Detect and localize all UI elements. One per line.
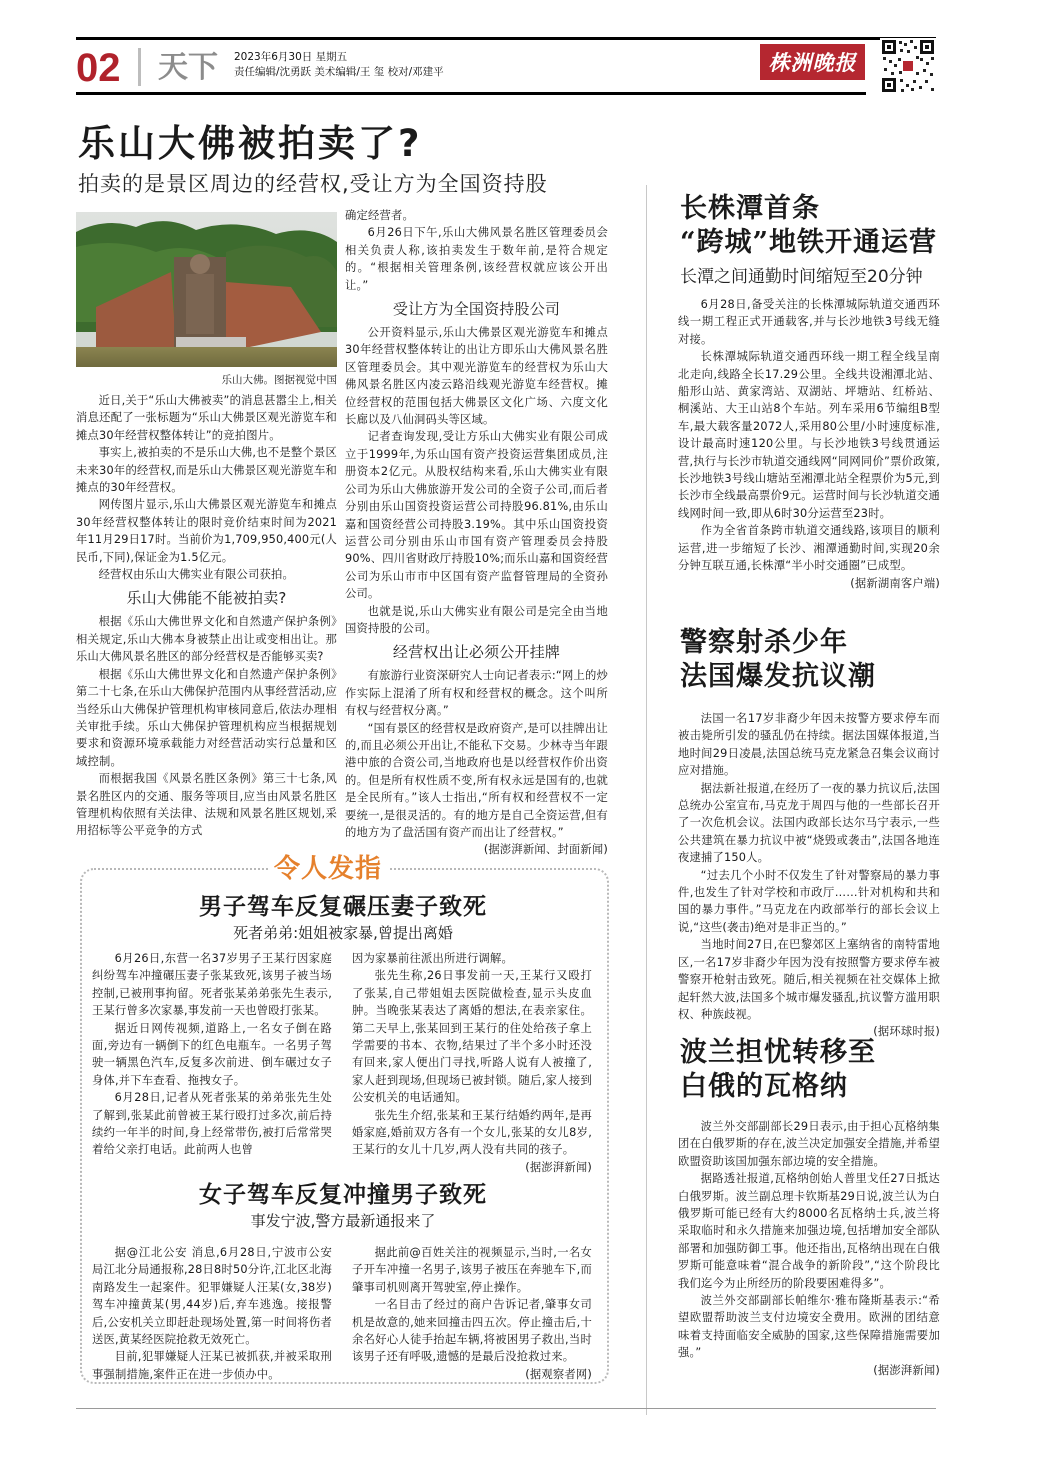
source-credit: (据澎湃新闻、封面新闻) xyxy=(483,843,608,857)
source-credit: (据新湖南客户端) xyxy=(850,576,940,590)
paragraph: 一名目击了经过的商户告诉记者,肇事女司机是故意的,她来回撞击四五次。停止撞击后,十余名好心人徒手抬起车辆,将被困男子救出,当时该男子还有呼吸,遗憾的是最后没抢救过来。 xyxy=(352,1298,592,1364)
metro-body xyxy=(678,296,940,592)
source-credit: (据观察者网) xyxy=(525,1367,592,1381)
paragraph: 长株潭城际轨道交通西环线一期工程全线呈南北走向,线路全长17.29公里。全线共设湘潭北站、船形山站、黄家湾站、双湖站、坪塘站、红桥站、桐溪站、大王山站8个车站。列车采用6节编组B型车,最大载客量2072人,采用80公里/小时速度标准,设计最高时速120公里。与长沙地铁3号线贯通运营,执行与长沙市轨道交通线网“同网同价”票价政策,长沙地铁3号线山塘站至湘潭北站全程票价为5元,到长沙市全线最高票价9元。运营时间与长沙轨道交通线网时间一致,即从6时30分运营至23时。 xyxy=(678,350,940,520)
section-name: 天下 xyxy=(158,50,218,85)
source-credit: (据澎湃新闻) xyxy=(525,1160,592,1174)
header-divider xyxy=(138,48,141,86)
page-number: 02 xyxy=(76,46,121,90)
paragraph: 波兰外交部副部长29日表示,由于担心瓦格纳集团在白俄罗斯的存在,波兰决定加强安全措施,并希望欧盟资助该国加强东部边境的安全措施。 xyxy=(678,1120,940,1168)
paragraph: 波兰外交部副部长帕维尔·雅布隆斯基表示:“希望欧盟帮助波兰支付边境安全费用。欧洲的团结意味着支持面临安全威胁的国家,这些保障措施需要加强。” xyxy=(678,1294,940,1360)
date-line: 2023年6月30日 星期五 xyxy=(234,51,348,63)
paragraph: 作为全省首条跨市轨道交通线路,该项目的顺利运营,进一步缩短了长沙、湘潭通勤时间,实现20余分钟互联互通,长株潭“半小时交通圈”已成型。 xyxy=(678,524,940,573)
paragraph: 也就是说,乐山大佛实业有限公司是完全由当地国资持股的公司。 xyxy=(345,604,608,635)
metro-headline-line1: 长株潭首条 xyxy=(680,193,820,224)
paragraph: 6月26日,东营一名37岁男子王某行因家庭纠纷驾车冲撞碾压妻子张某致死,该男子被当场控制,已被刑事拘留。死者张某弟弟张先生表示,王某行曾多次家暴,事发前一天也曾殴打张某。 xyxy=(92,952,332,1018)
subheading: 经营权出让必须公开挂牌 xyxy=(392,643,561,662)
paragraph: 记者查询发现,受让方乐山大佛实业有限公司成立于1999年,为乐山国有资产投资运营集团成员,注册资本2亿元。从股权结构来看,乐山大佛实业有限公司为乐山大佛旅游开发公司的全资子公司,而后者分别由乐山国资投资运营公司持股96.81%,由乐山嘉和国资经营公司持股3.19%。其中乐山国资投资运营公司分别由乐山市国有资产管理委员会持股90%、四川省财政厅持股10%;而乐山嘉和国资经营公司为乐山市市中区国有资产监督管理局的全资孙公司。 xyxy=(345,430,608,601)
metro-subheadline: 长潭之间通勤时间缩短至20分钟 xyxy=(680,267,923,287)
paragraph: 据近日网传视频,道路上,一名女子倒在路面,旁边有一辆倒下的红色电瓶车。一名男子驾驶一辆黑色汽车,反复多次前进、倒车碾过女子身体,并下车查看、拖拽女子。 xyxy=(92,1021,332,1087)
metro-headline xyxy=(680,192,937,260)
paragraph: 张先生称,26日事发前一天,王某行又殴打了张某,自己带姐姐去医院做检查,显示头皮血肿。当晚张某表达了离婚的想法,在表亲家住。第二天早上,张某回到王某行的住处给孩子拿上学需要的书本、衣物,结果过了半个多小时还没有回来,家人便出门寻找,听路人说有人被撞了,家人赶到现场,但现场已被封锁。随后,家人接到公安机关的电话通知。 xyxy=(352,969,592,1105)
story2-subheadline: 事发宁波,警方最新通报来了 xyxy=(250,1212,436,1230)
column-tag: 令人发指 xyxy=(268,853,388,885)
story1-subheadline: 死者弟弟:姐姐被家暴,曾提出离婚 xyxy=(233,924,453,942)
paragraph: “过去几个小时不仅发生了针对警察局的暴力事件,也发生了针对学校和市政厅……针对机构和共和国的暴力事件。”马克龙在内政部举行的部长会议上说,“这些(袭击)绝对是非正当的。” xyxy=(678,868,940,934)
editors-line: 责任编辑/沈勇跃 美术编辑/王 玺 校对/邓建平 xyxy=(234,66,444,78)
poland-body xyxy=(678,1118,940,1379)
paragraph: 据此前@百姓关注的视频显示,当时,一名女子开车冲撞一名男子,该男子被压在奔驰车下,而肇事司机则离开驾驶室,停止操作。 xyxy=(352,1246,592,1294)
lead-column-1 xyxy=(76,392,337,840)
paragraph: 据@江北公安 消息,6月28日,宁波市公安局江北分局通报称,28日8时50分许,江北区北海南路发生一起案件。犯罪嫌疑人汪某(女,38岁)驾车冲撞黄某(男,44岁)后,弃车逃逸。接报警后,公安机关立即赶赴现场处置,第一时间将伤者送医,黄某经医院抢救无效死亡。 xyxy=(92,1246,332,1347)
paragraph: 法国一名17岁非裔少年因未按警方要求停车而被击毙所引发的骚乱仍在持续。据法国媒体报道,当地时间29日凌晨,法国总统马克龙紧急召集会议商讨应对措施。 xyxy=(678,712,940,778)
photo-caption: 乐山大佛。图据视觉中国 xyxy=(221,374,337,386)
paragraph: 公开资料显示,乐山大佛景区观光游览车和摊点30年经营权整体转让的出让方即乐山大佛风景名胜区管理委员会。其中观光游览车的经营权为乐山大佛风景名胜区内凌云路沿线观光游览车经营权。摊位经营权的范围包括大佛景区文化广场、六度文化长廊以及八仙洞码头等区域。 xyxy=(345,326,608,427)
paragraph: 经营权由乐山大佛实业有限公司获拍。 xyxy=(98,568,295,582)
metro-headline-line2: “跨城”地铁开通运营 xyxy=(680,227,938,258)
story1-column-1 xyxy=(92,950,332,1159)
source-credit: (据澎湃新闻) xyxy=(873,1363,940,1377)
footer-rule xyxy=(76,1408,936,1409)
lead-headline: 乐山大佛被拍卖了? xyxy=(78,122,423,165)
france-headline-line2: 法国爆发抗议潮 xyxy=(680,661,876,692)
paragraph: 6月28日,备受关注的长株潭城际轨道交通西环线一期工程正式开通载客,并与长沙地铁3号线无缝对接。 xyxy=(678,298,940,346)
paragraph: 根据《乐山大佛世界文化和自然遗产保护条例》相关规定,乐山大佛本身被禁止出让或变相出让。那乐山大佛风景名胜区的部分经营权是否能够买卖? xyxy=(76,615,337,664)
france-body xyxy=(678,710,940,1041)
paragraph: 张先生介绍,张某和王某行结婚约两年,是再婚家庭,婚前双方各有一个女儿,张某的女儿8岁,王某行的女儿十几岁,两人没有共同的孩子。 xyxy=(352,1108,592,1157)
paragraph: 6月26日下午,乐山大佛风景名胜区管理委员会相关负责人称,该拍卖发生于数年前,是符合规定的。“根据相关管理条例,该经营权就应该公开出让。” xyxy=(345,226,608,292)
france-headline-line1: 警察射杀少年 xyxy=(680,627,848,658)
paragraph-continuation: 因为家暴前往派出所进行调解。 xyxy=(352,952,513,965)
paragraph: 近日,关于“乐山大佛被卖”的消息甚嚣尘上,相关消息还配了一张标题为“乐山大佛景区观光游览车和摊点30年经营权整体转让”的竞拍图片。 xyxy=(76,394,337,442)
story2-column-2 xyxy=(352,1244,592,1383)
paragraph: 据法新社报道,在经历了一夜的暴力抗议后,法国总统办公室宣布,马克龙于周四与他的一些部长召开了一次危机会议。法国内政部长达尔马宁表示,一些公共建筑在暴力抗议中被“烧毁或袭击”,法国各地连夜逮捕了150人。 xyxy=(678,781,940,865)
story1-column-2 xyxy=(352,950,592,1176)
header-top-rule xyxy=(76,37,936,40)
paragraph: 网传图片显示,乐山大佛景区观光游览车和摊点30年经营权整体转让的限时竞价结束时间为2021年11月29日17时。当前价为1,709,950,400元(人民币,下同),保证金为1.5亿元。 xyxy=(76,498,337,564)
story1-headline: 男子驾车反复碾压妻子致死 xyxy=(199,893,487,920)
paragraph: 有旅游行业资深研究人士向记者表示:“网上的炒作实际上混淆了所有权和经营权的概念。这个叫所有权与经营权分离。” xyxy=(345,669,608,718)
lead-subheadline: 拍卖的是景区周边的经营权,受让方为全国资持股 xyxy=(78,172,548,196)
paragraph-continuation: 确定经营者。 xyxy=(345,209,414,222)
story2-column-1 xyxy=(92,1244,332,1383)
poland-headline xyxy=(680,1036,876,1104)
column-separator xyxy=(646,185,647,1415)
header-meta xyxy=(234,50,444,80)
qr-code-icon xyxy=(880,38,936,94)
france-headline xyxy=(680,626,876,694)
leshan-buddha-photo xyxy=(76,212,337,367)
subheading: 受让方为全国资持股公司 xyxy=(392,300,561,319)
paragraph: “国有景区的经营权是政府资产,是可以挂牌出让的,而且必须公开出让,不能私下交易。少林寺当年跟港中旅的合资公司,当地政府也是以经营权作价出资的。但是所有权性质不变,所有权永远是国有的,也就是全民所有。”该人士指出,“所有权和经营权不一定要统一,是很灵活的。有的地方是自己全资运营,但有的地方为了盘活国有资产而出让了经营权。” xyxy=(345,721,608,839)
lead-column-2 xyxy=(345,207,608,859)
poland-headline-line1: 波兰担忧转移至 xyxy=(680,1037,876,1068)
header-bottom-rule xyxy=(76,92,866,95)
source-credit: (据环球时报) xyxy=(873,1025,940,1039)
paragraph: 根据《乐山大佛世界文化和自然遗产保护条例》第二十七条,在乐山大佛保护范围内从事经营活动,应当经乐山大佛保护管理机构审核同意后,依法办理相关审批手续。乐山大佛保护管理机构应当根据规划要求和资源环境承载能力对经营活动实行总量和区域控制。 xyxy=(76,667,337,768)
paragraph: 据路透社报道,瓦格纳创始人普里戈任27日抵达白俄罗斯。波兰副总理卡钦斯基29日说,波兰认为白俄罗斯可能已经有大约8000名瓦格纳士兵,波兰将采取临时和永久措施来加强边境,包括增加安全部队部署和加强防御工事。他还指出,瓦格纳出现在白俄罗斯可能意味着“混合战争的新阶段”,“这个阶段比我们迄今为止所经历的阶段要困难得多”。 xyxy=(678,1172,940,1290)
poland-headline-line2: 白俄的瓦格纳 xyxy=(680,1071,848,1102)
newspaper-logo: 株洲晚报 xyxy=(760,44,865,80)
subheading: 乐山大佛能不能被拍卖? xyxy=(126,589,287,608)
paragraph: 事实上,被拍卖的不是乐山大佛,也不是整个景区未来30年的经营权,而是乐山大佛景区观光游览车和摊点的30年经营权。 xyxy=(76,446,337,495)
paragraph: 6月28日,记者从死者张某的弟弟张先生处了解到,张某此前曾被王某行殴打过多次,前后持续约一年半的时间,身上经常带伤,被打后常常哭着给父亲打电话。此前两人也曾 xyxy=(92,1091,332,1157)
paragraph: 目前,犯罪嫌疑人汪某已被抓获,并被采取刑事强制措施,案件正在进一步侦办中。 xyxy=(92,1350,332,1381)
paragraph: 而根据我国《风景名胜区条例》第三十七条,风景名胜区内的交通、服务等项目,应当由风景名胜区管理机构依照有关法律、法规和风景名胜区规划,采用招标等公平竞争的方式 xyxy=(76,772,337,838)
story2-headline: 女子驾车反复冲撞男子致死 xyxy=(199,1181,487,1208)
paragraph: 当地时间27日,在巴黎郊区上塞纳省的南特雷地区,一名17岁非裔少年因为没有按照警方要求停车被警察开枪射击致死。随后,相关视频在社交媒体上掀起轩然大波,法国多个城市爆发骚乱,抗议警方滥用职权、种族歧视。 xyxy=(678,938,940,1021)
